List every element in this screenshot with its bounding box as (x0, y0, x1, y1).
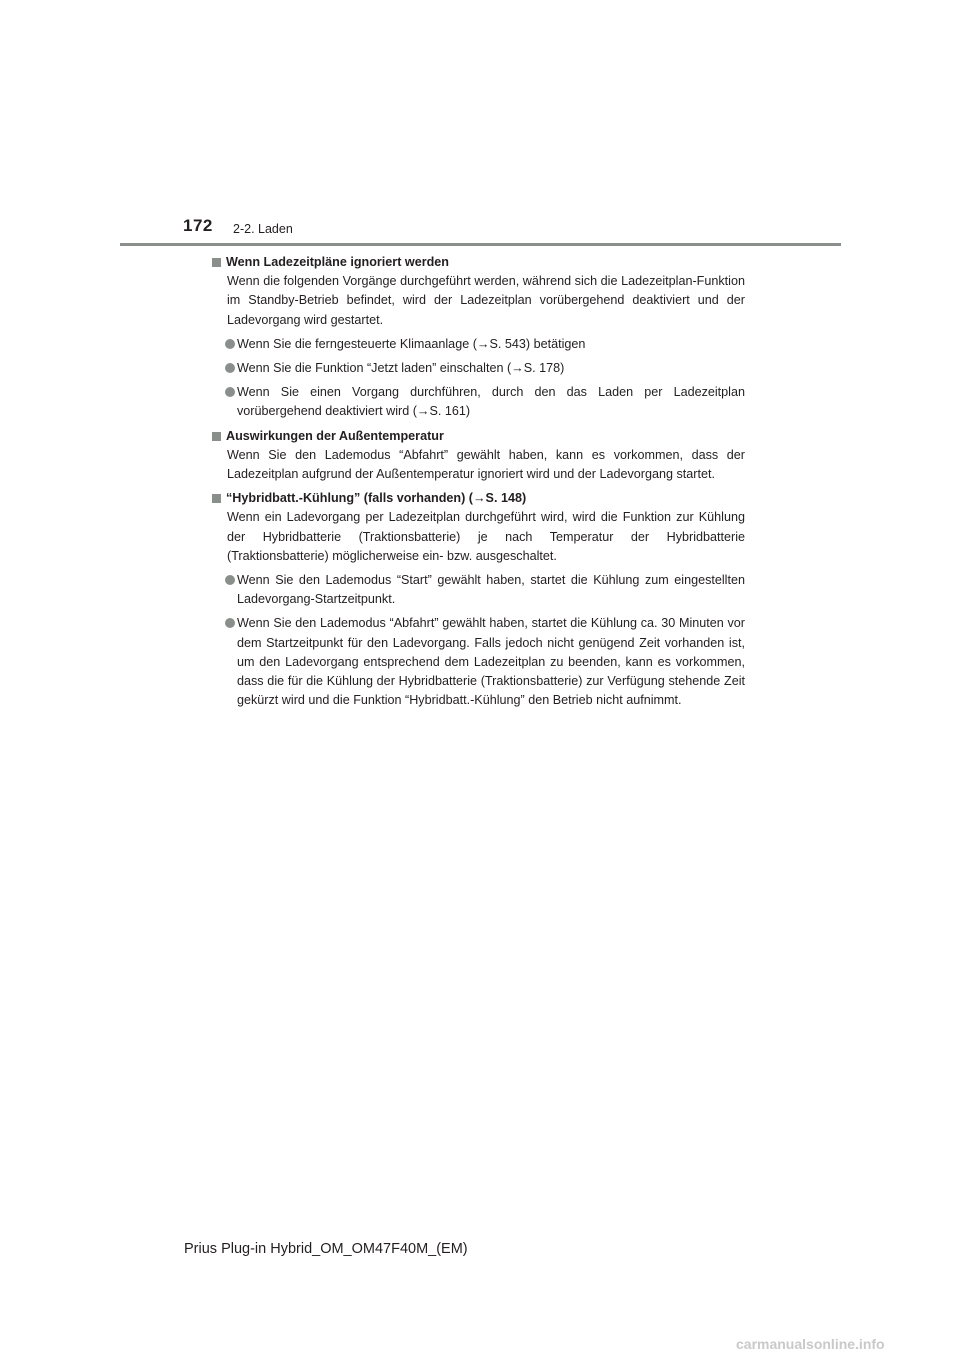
square-bullet-icon (212, 258, 221, 267)
page-content (212, 253, 745, 710)
section-title: 2-2. Laden (233, 222, 293, 236)
paragraph: Wenn ein Ladevorgang per Ladezeitplan durchgeführt wird, wird die Funktion zur Kühlung der Hybridbatterie (Traktionsbatterie) je nach Temperatur der Hybridbatterie (Traktionsbatterie) möglicherweise ein- bzw. ausgeschaltet. (227, 510, 745, 563)
section-heading: “Hybridbatt.-Kühlung” (falls vorhanden) (→S. 148) (212, 489, 745, 508)
list-item: Wenn Sie einen Vorgang durchführen, durch den das Laden per Ladezeitplan vorübergehend deaktiviert wird (→S. 161) (212, 383, 745, 421)
list-item: Wenn Sie die ferngesteuerte Klimaanlage (→S. 543) betätigen (212, 335, 745, 354)
page-number: 172 (183, 216, 213, 235)
paragraph: Wenn die folgenden Vorgänge durchgeführt werden, während sich die Ladezeitplan-Funktion im Standby-Betrieb befindet, wird der Ladezeitplan vorübergehend deaktiviert und der Ladevorgang wird gestartet. (227, 274, 745, 327)
square-bullet-icon (212, 432, 221, 441)
list-item: Wenn Sie die Funktion “Jetzt laden” einschalten (→S. 178) (212, 359, 745, 378)
round-bullet-icon (225, 363, 235, 373)
list-item: Wenn Sie den Lademodus “Start” gewählt haben, startet die Kühlung zum eingestellten Ladevorgang-Startzeitpunkt. (212, 571, 745, 609)
round-bullet-icon (225, 618, 235, 628)
header-divider (120, 243, 841, 246)
section-heading: Wenn Ladezeitpläne ignoriert werden (212, 253, 745, 272)
watermark-link[interactable]: carmanualsonline.info (736, 1336, 885, 1352)
round-bullet-icon (225, 575, 235, 585)
round-bullet-icon (225, 387, 235, 397)
section-heading: Auswirkungen der Außentemperatur (212, 427, 745, 446)
square-bullet-icon (212, 494, 221, 503)
paragraph: Wenn Sie den Lademodus “Abfahrt” gewählt haben, kann es vorkommen, dass der Ladezeitplan aufgrund der Außentemperatur ignoriert wird und der Ladevorgang startet. (227, 447, 745, 482)
list-item: Wenn Sie den Lademodus “Abfahrt” gewählt haben, startet die Kühlung ca. 30 Minuten vor dem Startzeitpunkt für den Ladevorgang. Falls jedoch nicht genügend Zeit vorhanden ist, um den Ladevorgang entsprechend dem Ladezeitplan zu beenden, kann es vorkommen, dass die für die Kühlung der Hybridbatterie (Traktionsbatterie) zur Verfügung stehende Zeit gekürzt wird und die Funktion “Hybridbatt.-Kühlung” den Betrieb nicht aufnimmt. (212, 614, 745, 710)
round-bullet-icon (225, 339, 235, 349)
manual-id-footer: Prius Plug-in Hybrid_OM_OM47F40M_(EM) (184, 1241, 468, 1257)
